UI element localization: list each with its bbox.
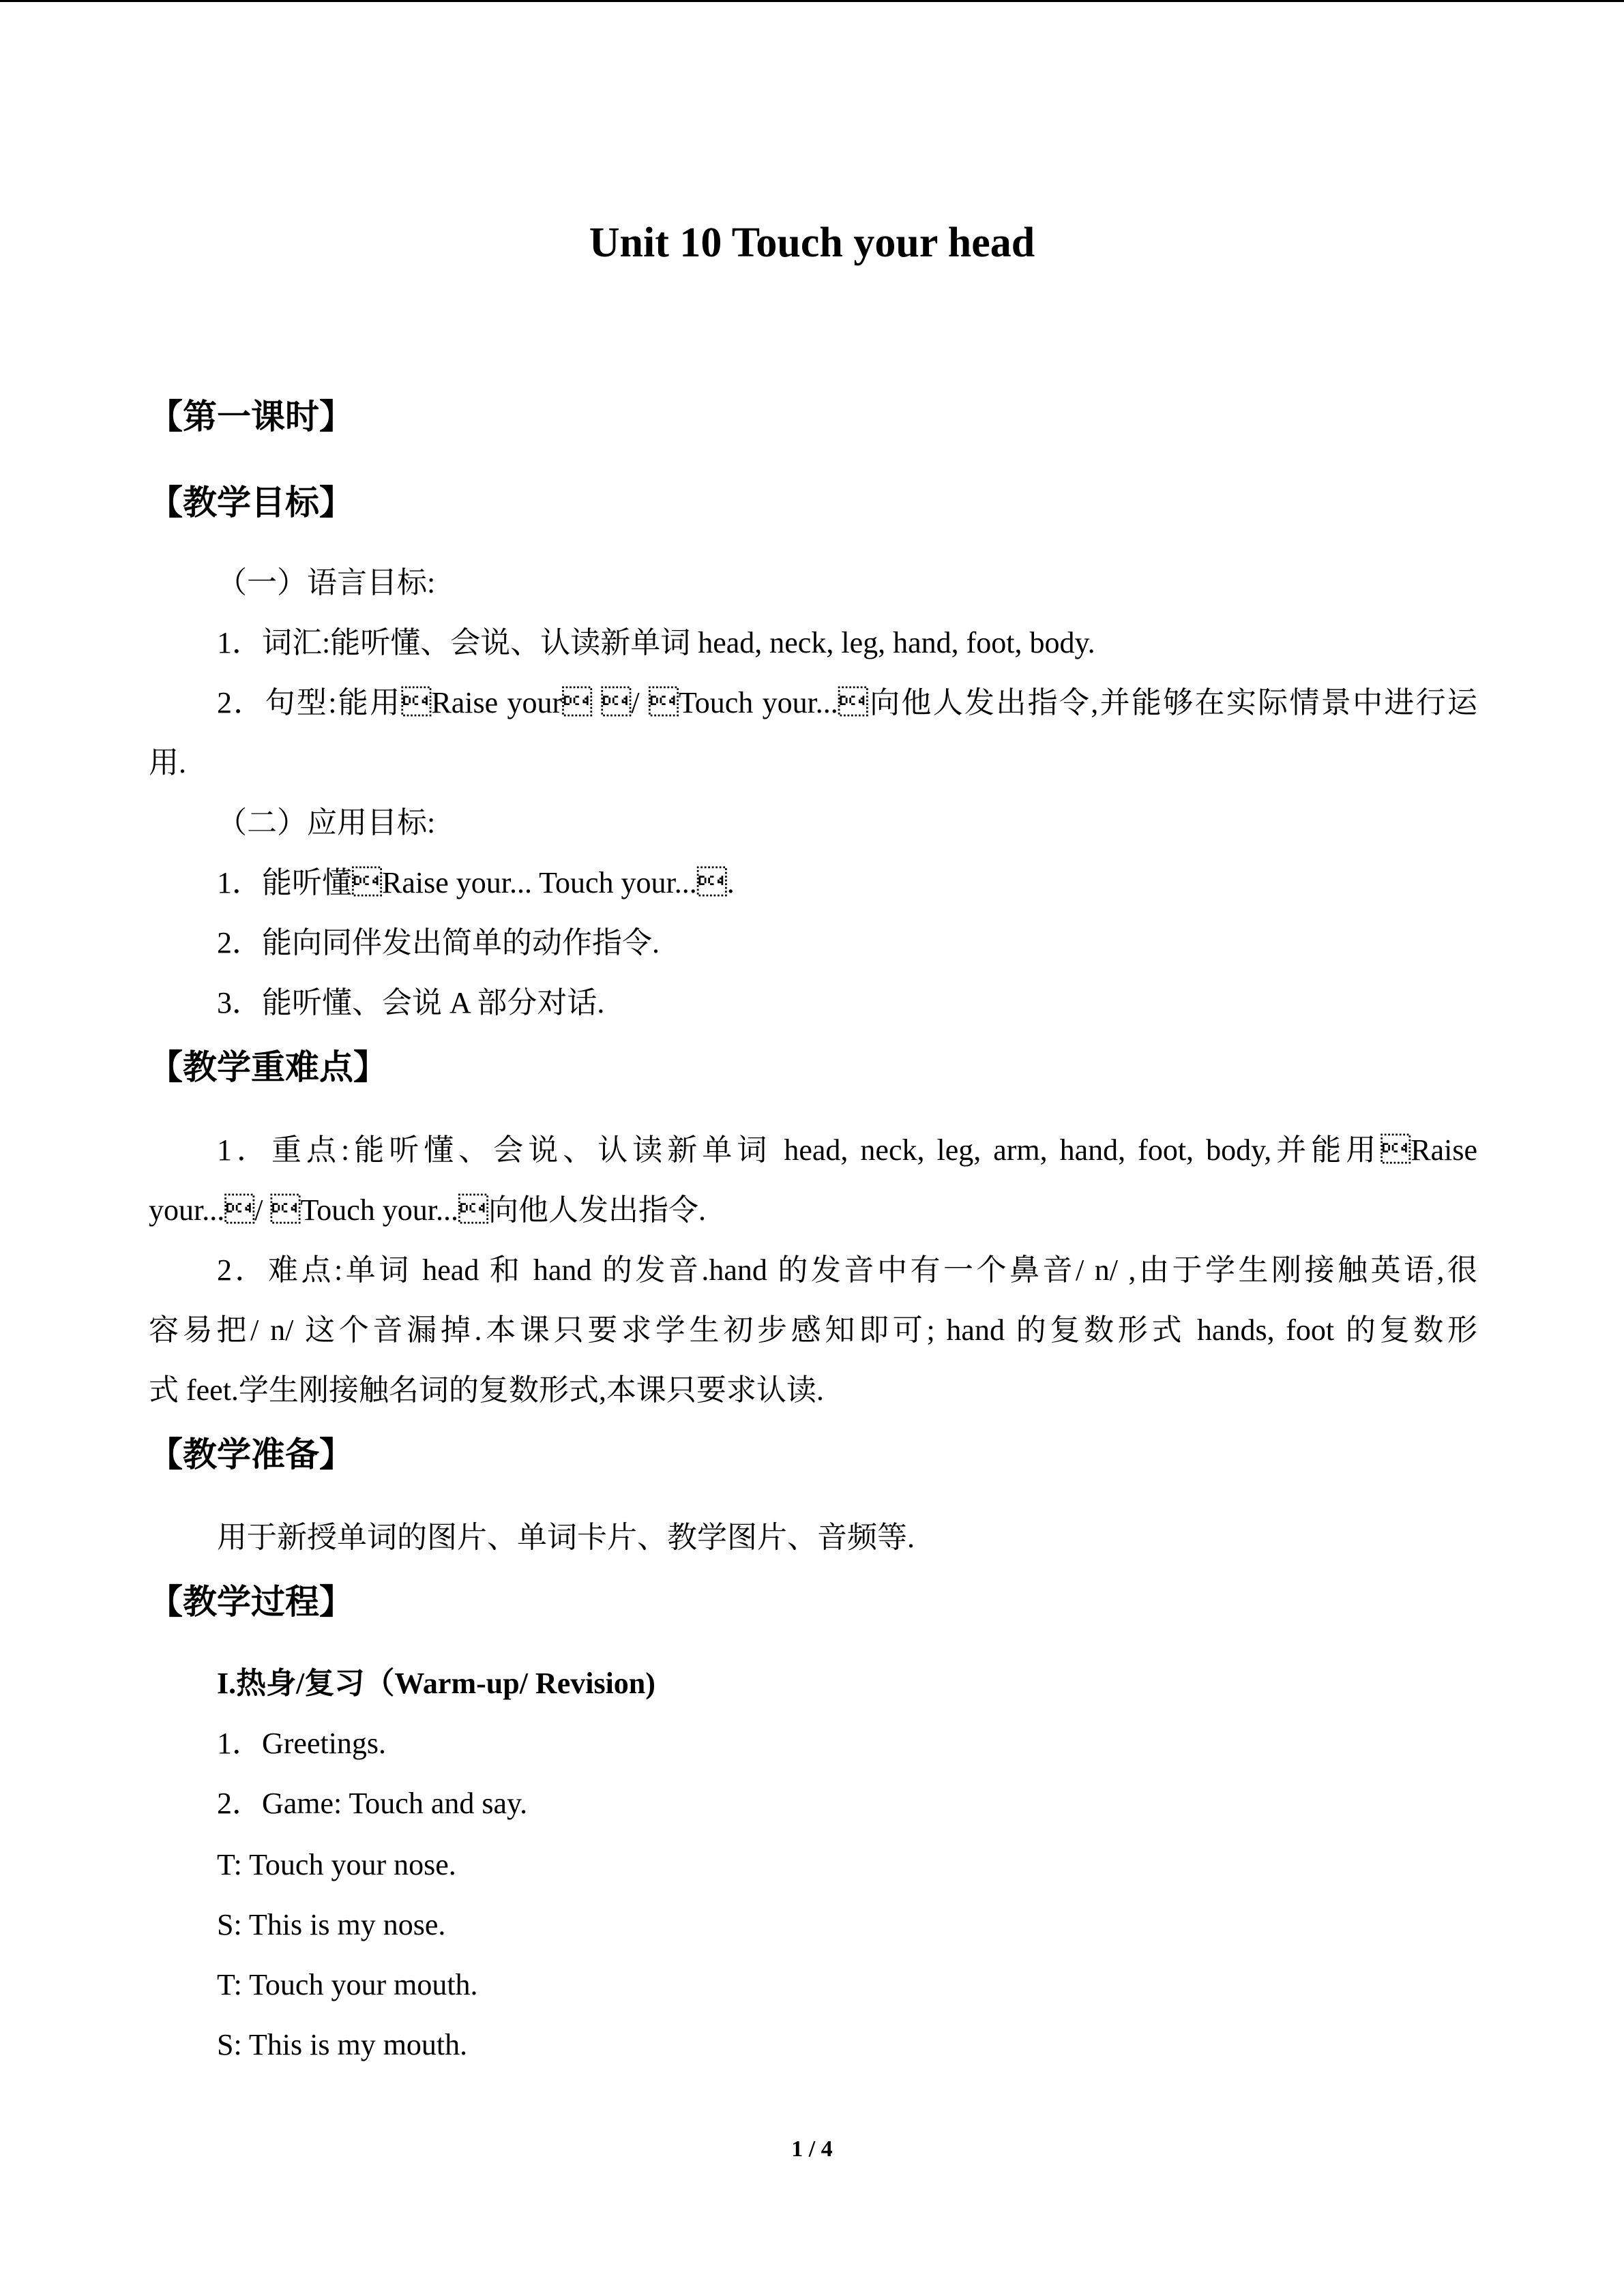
process-item-game: 2．Game: Touch and say. <box>217 1787 528 1820</box>
document-title: Unit 10 Touch your head <box>589 220 1035 266</box>
process-item-greetings: 1．Greetings. <box>217 1727 387 1760</box>
page-number: 1 / 4 <box>791 2136 833 2162</box>
difficulty-line1-text: 2．难点:单词 head 和 hand 的发音.hand 的发音中有一个鼻音/ n/ ,由于学生刚接触英语,很 <box>217 1253 1477 1287</box>
focus-line1-text: 1．重点:能听懂、会说、认读新单词 head, neck, leg, arm, hand, foot, body,并能用Raise <box>217 1133 1477 1167</box>
pattern-goal-line1 <box>149 681 1477 725</box>
heading-process: 【教学过程】 <box>149 1583 353 1621</box>
applied-goal-3: 3．能听懂、会说 A 部分对话. <box>217 986 605 1019</box>
heading-lesson: 【第一课时】 <box>149 398 353 436</box>
difficulty-line2-text: 容易把/ n/ 这个音漏掉.本课只要求学生初步感知即可; hand 的复数形式 hands, foot 的复数形 <box>149 1313 1477 1347</box>
difficulty-line1 <box>149 1249 1477 1292</box>
difficulty-line2 <box>149 1309 1477 1352</box>
heading-preparation: 【教学准备】 <box>149 1435 353 1474</box>
dialogue-line: S: This is my mouth. <box>217 2028 468 2061</box>
difficulty-line3: 式 feet.学生刚接触名词的复数形式,本课只要求认读. <box>149 1373 824 1407</box>
heading-objectives: 【教学目标】 <box>149 483 353 522</box>
pattern-goal-line1-text: 2．句型:能用Raise your / Touch your...向他人发出指令,并能够在实际情景中进行运 <box>217 686 1477 719</box>
applied-goal-2: 2．能向同伴发出简单的动作指令. <box>217 926 660 959</box>
vocab-goal: 1．词汇:能听懂、会说、认读新单词 head, neck, leg, hand, foot, body. <box>217 626 1095 659</box>
focus-line1 <box>149 1129 1477 1172</box>
heading-key-points: 【教学重难点】 <box>149 1048 387 1086</box>
warmup-section-title: I.热身/复习（Warm-up/ Revision) <box>217 1667 655 1700</box>
dialogue-line: S: This is my nose. <box>217 1908 446 1941</box>
dialogue-line: T: Touch your mouth. <box>217 1968 478 2001</box>
focus-line2: your.../ Touch your...向他人发出指令. <box>149 1193 707 1227</box>
pattern-goal-line2: 用. <box>149 746 186 779</box>
preparation-text: 用于新授单词的图片、单词卡片、教学图片、音频等. <box>217 1521 915 1554</box>
applied-goal-label: （二）应用目标: <box>217 806 436 839</box>
dialogue-line: T: Touch your nose. <box>217 1848 456 1881</box>
language-goal-label: （一）语言目标: <box>217 566 436 599</box>
applied-goal-1: 1．能听懂Raise your... Touch your.... <box>217 866 735 899</box>
